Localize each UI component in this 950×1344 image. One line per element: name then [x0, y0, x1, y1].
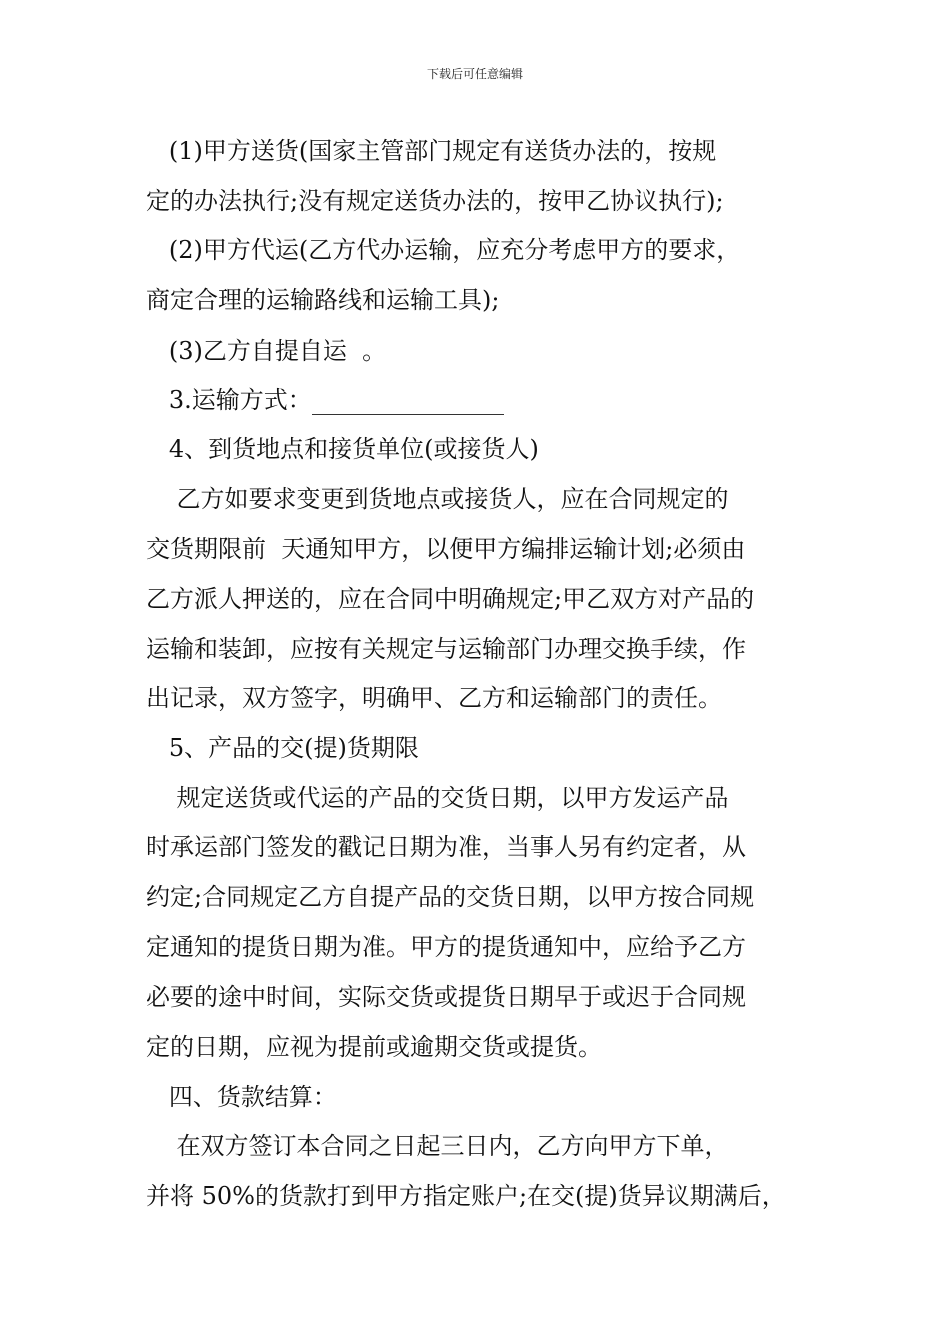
body-line-2: 定的办法执行;没有规定送货办法的，按甲乙协议执行); — [146, 187, 724, 215]
body-line-20: 四、货款结算： — [146, 1083, 337, 1111]
body-line-10: 乙方派人押送的，应在合同中明确规定;甲乙双方对产品的 — [146, 585, 755, 613]
body-line-15: 时承运部门签发的戳记日期为准，当事人另有约定者，从 — [146, 833, 746, 861]
body-line-3: (2)甲方代运(乙方代办运输，应充分考虑甲方的要求， — [146, 236, 741, 264]
body-line-19: 定的日期，应视为提前或逾期交货或提货。 — [146, 1033, 602, 1061]
body-line-21: 在双方签订本合同之日起三日内，乙方向甲方下单， — [146, 1132, 729, 1160]
body-line-22: 并将 50%的货款打到甲方指定账户;在交(提)货异议期满后， — [146, 1182, 786, 1210]
body-line-8: 乙方如要求变更到货地点或接货人，应在合同规定的 — [146, 485, 729, 513]
body-line-12: 出记录，双方签字，明确甲、乙方和运输部门的责任。 — [146, 684, 722, 712]
body-line-5: (3)乙方自提自运 。 — [146, 337, 387, 365]
transport-method-label: 3.运输方式： — [146, 386, 312, 414]
body-line-1: (1)甲方送货(国家主管部门规定有送货办法的，按规 — [146, 137, 717, 165]
body-line-4: 商定合理的运输路线和运输工具); — [146, 286, 500, 314]
body-line-13: 5、产品的交(提)货期限 — [146, 734, 419, 762]
page-header: 下载后可任意编辑 — [426, 67, 523, 81]
transport-method-line — [146, 385, 504, 415]
body-line-17: 定通知的提货日期为准。甲方的提货通知中，应给予乙方 — [146, 933, 746, 961]
body-line-16: 约定;合同规定乙方自提产品的交货日期，以甲方按合同规 — [146, 883, 755, 911]
body-line-11: 运输和装卸，应按有关规定与运输部门办理交换手续，作 — [146, 635, 746, 663]
body-line-7: 4、到货地点和接货单位(或接货人) — [146, 435, 539, 463]
body-line-14: 规定送货或代运的产品的交货日期，以甲方发运产品 — [146, 784, 729, 812]
body-line-9: 交货期限前 天通知甲方，以便甲方编排运输计划;必须由 — [146, 535, 746, 563]
transport-method-blank — [312, 392, 504, 415]
body-line-18: 必要的途中时间，实际交货或提货日期早于或迟于合同规 — [146, 983, 746, 1011]
